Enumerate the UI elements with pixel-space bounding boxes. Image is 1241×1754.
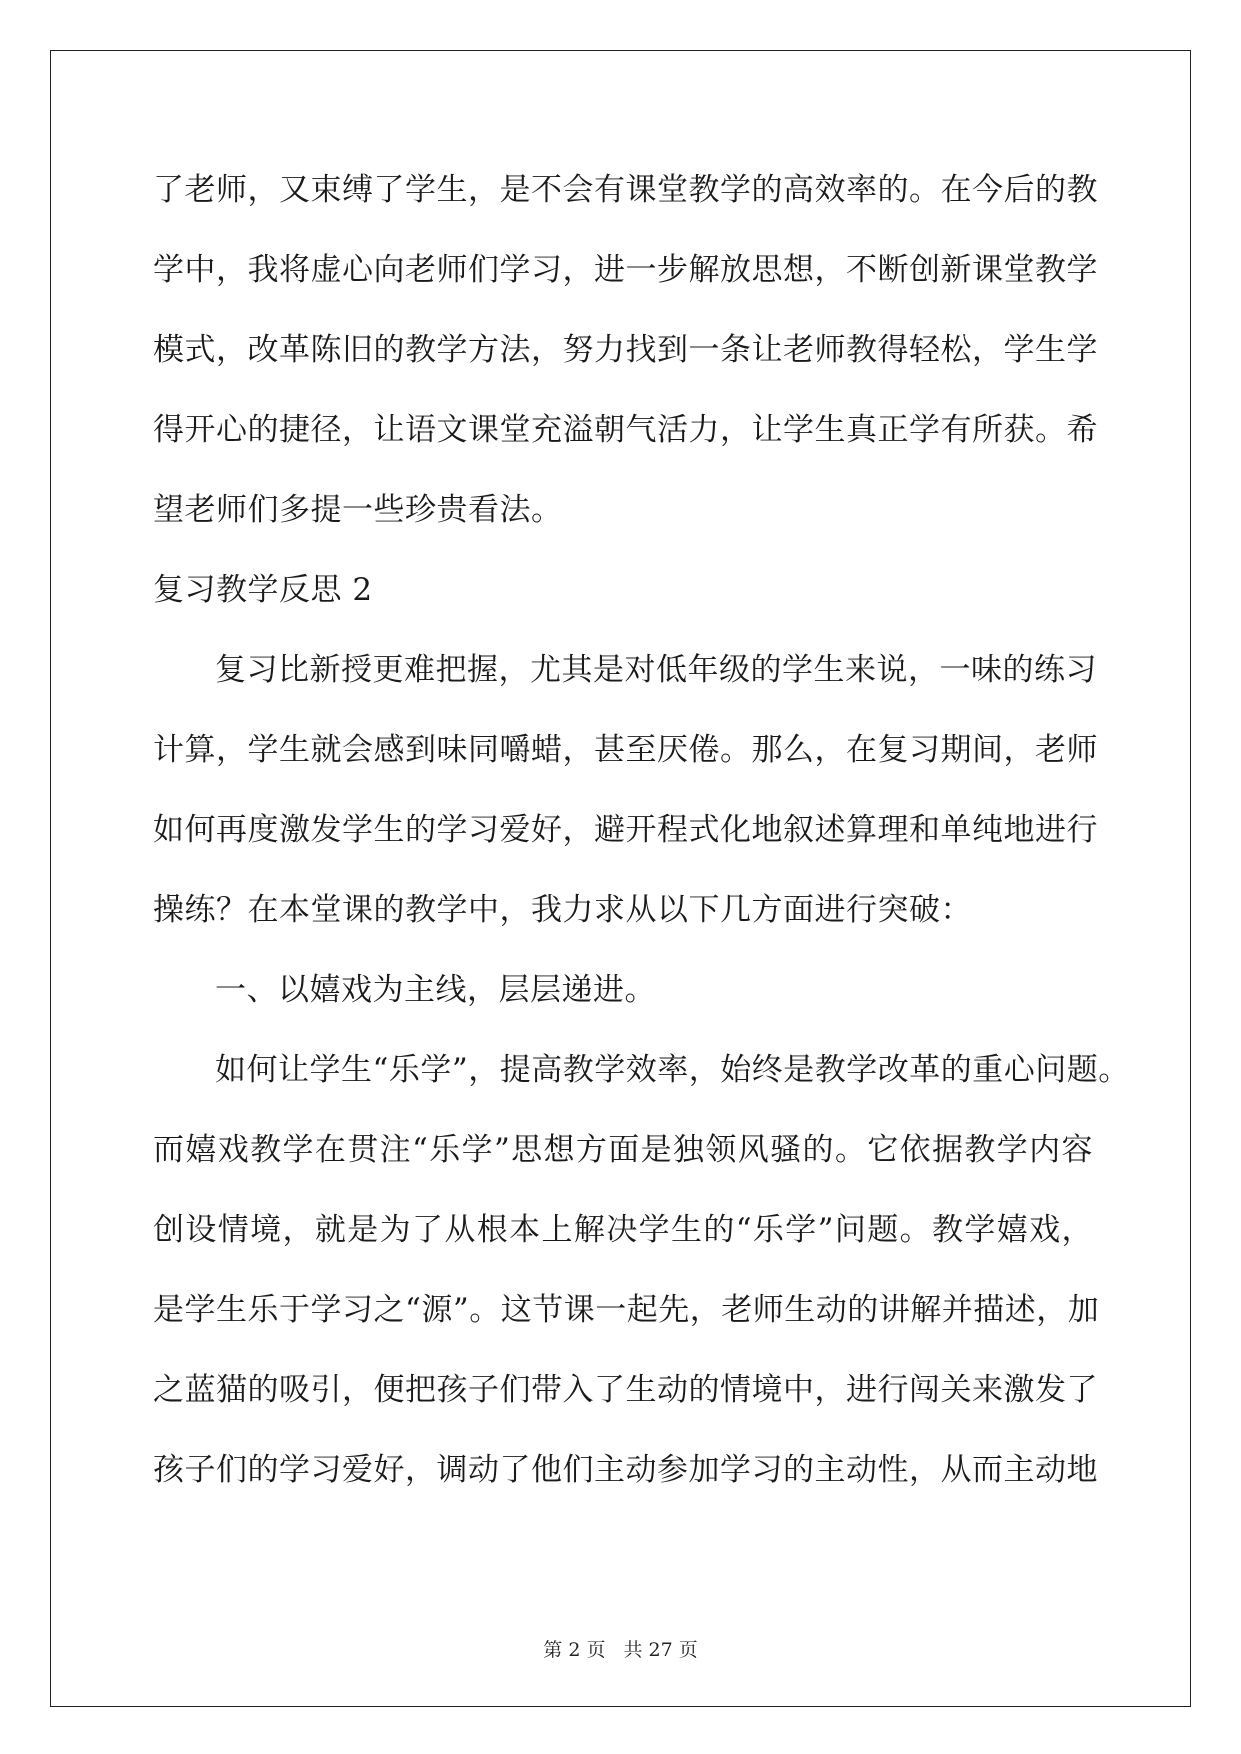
subheading: 一、以嬉戏为主线，层层递进。 [215,972,656,1008]
text-line: 了老师，又束缚了学生，是不会有课堂教学的高效率的。在今后的教 [153,172,1098,208]
page-total: 共 27 页 [623,1639,698,1661]
text-line: 如何再度激发学生的学习爱好，避开程式化地叙述算理和单纯地进行 [153,812,1098,848]
text-line: 模式，改革陈旧的教学方法，努力找到一条让老师教得轻松，学生学 [153,332,1098,368]
document-body [153,165,1130,1525]
text-line: 孩子们的学习爱好，调动了他们主动参加学习的主动性，从而主动地 [153,1452,1098,1488]
text-line: 望老师们多提一些珍贵看法。 [153,492,563,528]
page-number: 第 2 页 [543,1639,606,1661]
text-line: 复习比新授更难把握，尤其是对低年级的学生来说，一味的练习 [215,652,1097,688]
page-footer [0,1635,1241,1662]
text-line: 创设情境，就是为了从根本上解决学生的“乐学”问题。教学嬉戏， [153,1212,1093,1248]
text-line: 而嬉戏教学在贯注“乐学”思想方面是独领风骚的。它依据教学内容 [153,1132,1093,1168]
text-line: 学中，我将虚心向老师们学习，进一步解放思想，不断创新课堂教学 [153,252,1098,288]
text-line: 操练？在本堂课的教学中，我力求从以下几方面进行突破： [153,892,972,928]
text-line: 得开心的捷径，让语文课堂充溢朝气活力，让学生真正学有所获。希 [153,412,1098,448]
section-heading: 复习教学反思 2 [153,572,373,608]
text-line: 是学生乐于学习之“源”。这节课一起先，老师生动的讲解并描述，加 [153,1292,1100,1328]
text-line: 计算，学生就会感到味同嚼蜡，甚至厌倦。那么，在复习期间，老师 [153,732,1098,768]
text-line: 之蓝猫的吸引，便把孩子们带入了生动的情境中，进行闯关来激发了 [153,1372,1098,1408]
text-line: 如何让学生“乐学”，提高教学效率，始终是教学改革的重心问题。 [215,1052,1130,1088]
